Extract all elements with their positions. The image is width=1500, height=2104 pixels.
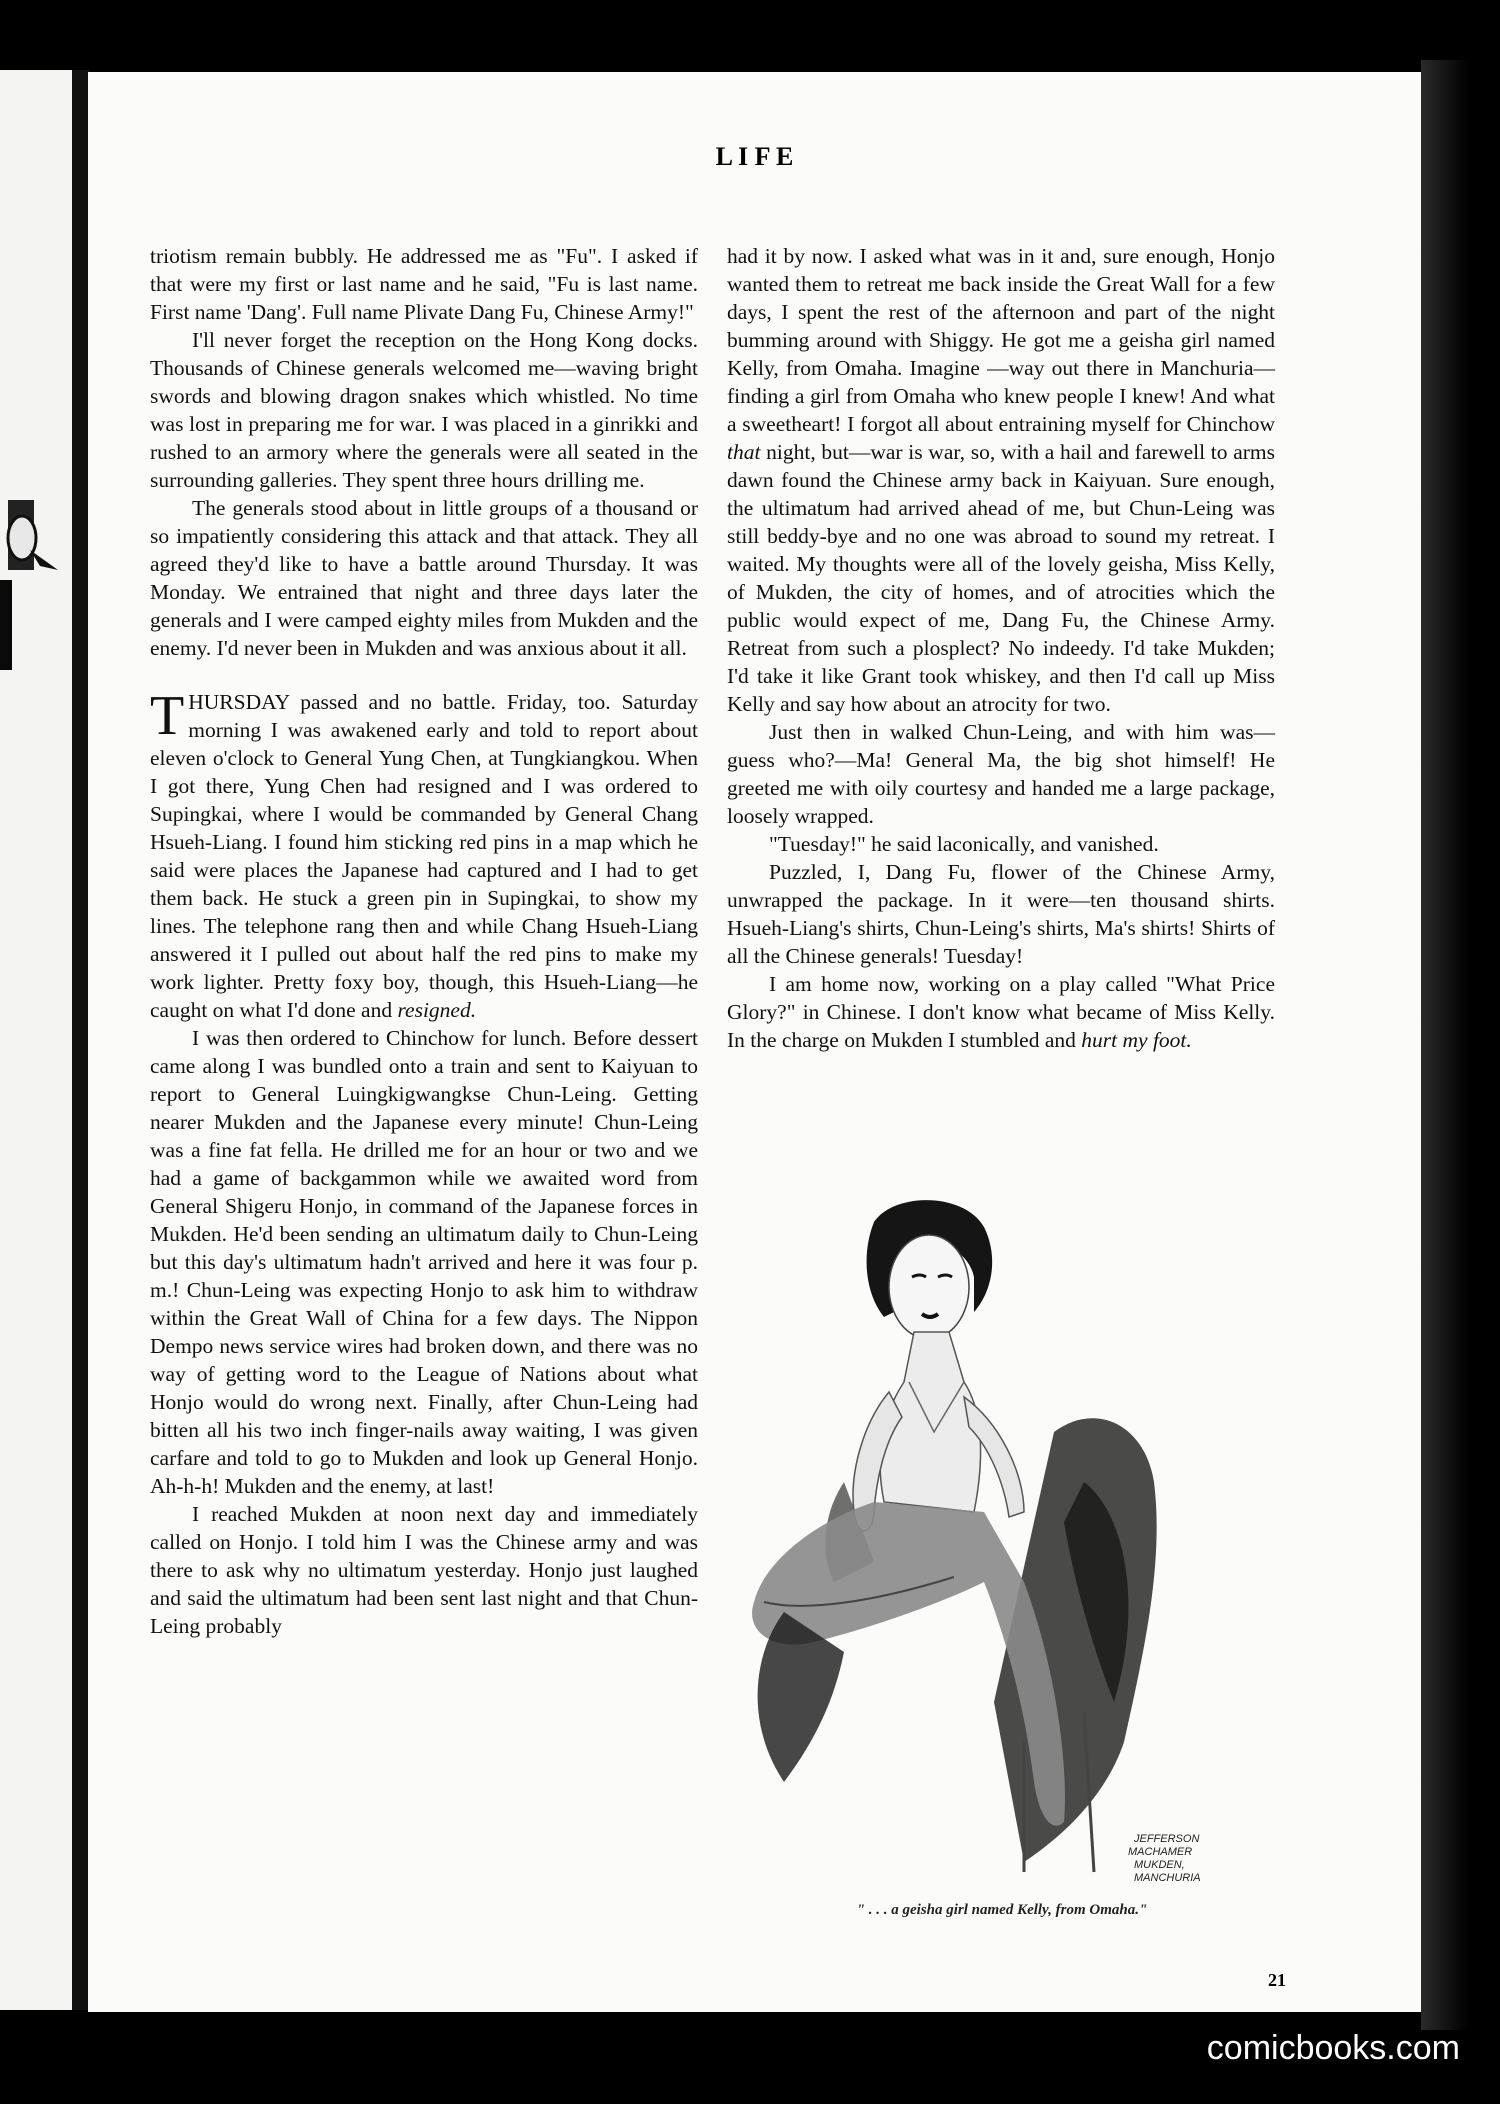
drop-cap: T <box>150 685 185 747</box>
artist-signature: JEFFERSON MACHAMER MUKDEN, MANCHURIA <box>1128 1833 1201 1884</box>
paragraph: had it by now. I asked what was in it and, sure enough, Honjo wanted them to retreat me back inside the Great Wall for a few days, I spent the rest of the afternoon and part of the night bumming around with Shiggy. He got me a geisha girl named Kelly, from Omaha. Imagine —way out there in Manchuria—finding a girl from Omaha who knew people I knew! And what a sweetheart! I forgot all about entraining myself for Chinchow that night, but—war is war, so, with a hail and farewell to arms dawn found the Chinese army back in Kaiyuan. Sure enough, the ultimatum had arrived ahead of me, but Chun-Leing was still beddy-bye and no one was abroad to sound my retreat. I waited. My thoughts were all of the lovely geisha, Miss Kelly, of Mukden, the city of homes, and of atrocities which the public would expect of me, Dang Fu, the Chinese Army. Retreat from such a plosplect? No indeedy. I'd take Mukden; I'd take it like Grant took whiskey, and then I'd call up Miss Kelly and say how about an atrocity for two. <box>727 244 1275 716</box>
magazine-page <box>88 72 1421 2012</box>
facing-page-edge <box>0 70 72 2010</box>
text-column-right <box>727 242 1275 1054</box>
paragraph-dropcap: THURSDAY passed and no battle. Friday, too. Saturday morning I was awakened early and told to report about eleven o'clock to General Yung Chen, at Tungkiangkou. When I got there, Yung Chen had resigned and I was ordered to Supingkai, where I would be commanded by General Chang Hsueh-Liang. I found him sticking red pins in a map which he said were places the Japanese had captured and I had to get them back. He stuck a green pin in Supingkai, to show my lines. The telephone rang then and while Chang Hsueh-Liang answered it I pulled out about half the red pins to make my work lighter. Pretty foxy boy, though, this Hsueh-Liang—he caught on what I'd done and resigned. <box>150 685 698 1022</box>
geisha-illustration <box>724 1182 1280 1898</box>
facing-page-illustration-fragment <box>0 490 62 670</box>
paragraph: I am home now, working on a play called "What Price Glory?" in Chinese. I don't know what became of Miss Kelly. In the charge on Mukden I stumbled and hurt my foot. <box>727 972 1275 1052</box>
masthead <box>88 142 1421 172</box>
page-number: 21 <box>1268 1970 1286 1990</box>
masthead-text: L I F E <box>715 142 794 171</box>
illustration-caption: " . . . a geisha girl named Kelly, from Omaha." <box>856 1902 1148 1918</box>
paragraph: Puzzled, I, Dang Fu, flower of the Chinese Army, unwrapped the package. In it were—ten thousand shirts. Hsueh-Liang's shirts, Chun-Leing's shirts, Ma's shirts! Shirts of all the Chinese generals! Tuesday! <box>727 860 1275 968</box>
paragraph: I was then ordered to Chinchow for lunch. Before dessert came along I was bundled onto a train and sent to Kaiyuan to report to General Luingkigwangkse Chun-Leing. Getting nearer Mukden and the Japanese every minute! Chun-Leing was a fine fat fella. He drilled me for an hour or two and we had a game of backgammon while we awaited word from General Shigeru Honjo, in command of the Japanese forces in Mukden. He'd been sending an ultimatum daily to Chun-Leing but this day's ultimatum hadn't arrived and here it was four p. m.! Chun-Leing was expecting Honjo to ask him to withdraw within the Great Wall of China for a few days. The Nippon Dempo news service wires had broken down, and there was no way of getting word to the League of Nations about what Honjo would do wrong next. Finally, after Chun-Leing had bitten all his two inch finger-nails away waiting, I was given carfare and told to go to Mukden and look up General Honjo. Ah-h-h! Mukden and the enemy, at last! <box>150 1026 698 1498</box>
paragraph: "Tuesday!" he said laconically, and vanished. <box>769 832 1159 856</box>
text-column-left <box>150 242 698 1640</box>
paragraph: Just then in walked Chun-Leing, and with him was—guess who?—Ma! General Ma, the big shot himself! He greeted me with oily courtesy and handed me a large package, loosely wrapped. <box>727 720 1275 828</box>
binding-shadow <box>1421 60 1500 2030</box>
watermark: comicbooks.com <box>1206 2029 1460 2067</box>
paragraph: The generals stood about in little groups of a thousand or so impatiently considering this attack and that attack. They all agreed they'd like to have a battle around Thursday. It was Monday. We entrained that night and three days later the generals and I were camped eighty miles from Mukden and the enemy. I'd never been in Mukden and was anxious about it all. <box>150 496 698 660</box>
paragraph: I'll never forget the reception on the Hong Kong docks. Thousands of Chinese generals welcomed me—waving bright swords and blowing dragon snakes which whistled. No time was lost in preparing me for war. I was placed in a ginrikki and rushed to an armory where the generals were all seated in the surrounding galleries. They spent three hours drilling me. <box>150 328 698 492</box>
paragraph: triotism remain bubbly. He addressed me as "Fu". I asked if that were my first or last name and he said, "Fu is last name. First name 'Dang'. Full name Plivate Dang Fu, Chinese Army!" <box>150 244 698 324</box>
paragraph: I reached Mukden at noon next day and immediately called on Honjo. I told him I was the Chinese army and was there to ask why no ultimatum yesterday. Honjo just laughed and said the ultimatum had been sent last night and that Chun-Leing probably <box>150 1502 698 1638</box>
